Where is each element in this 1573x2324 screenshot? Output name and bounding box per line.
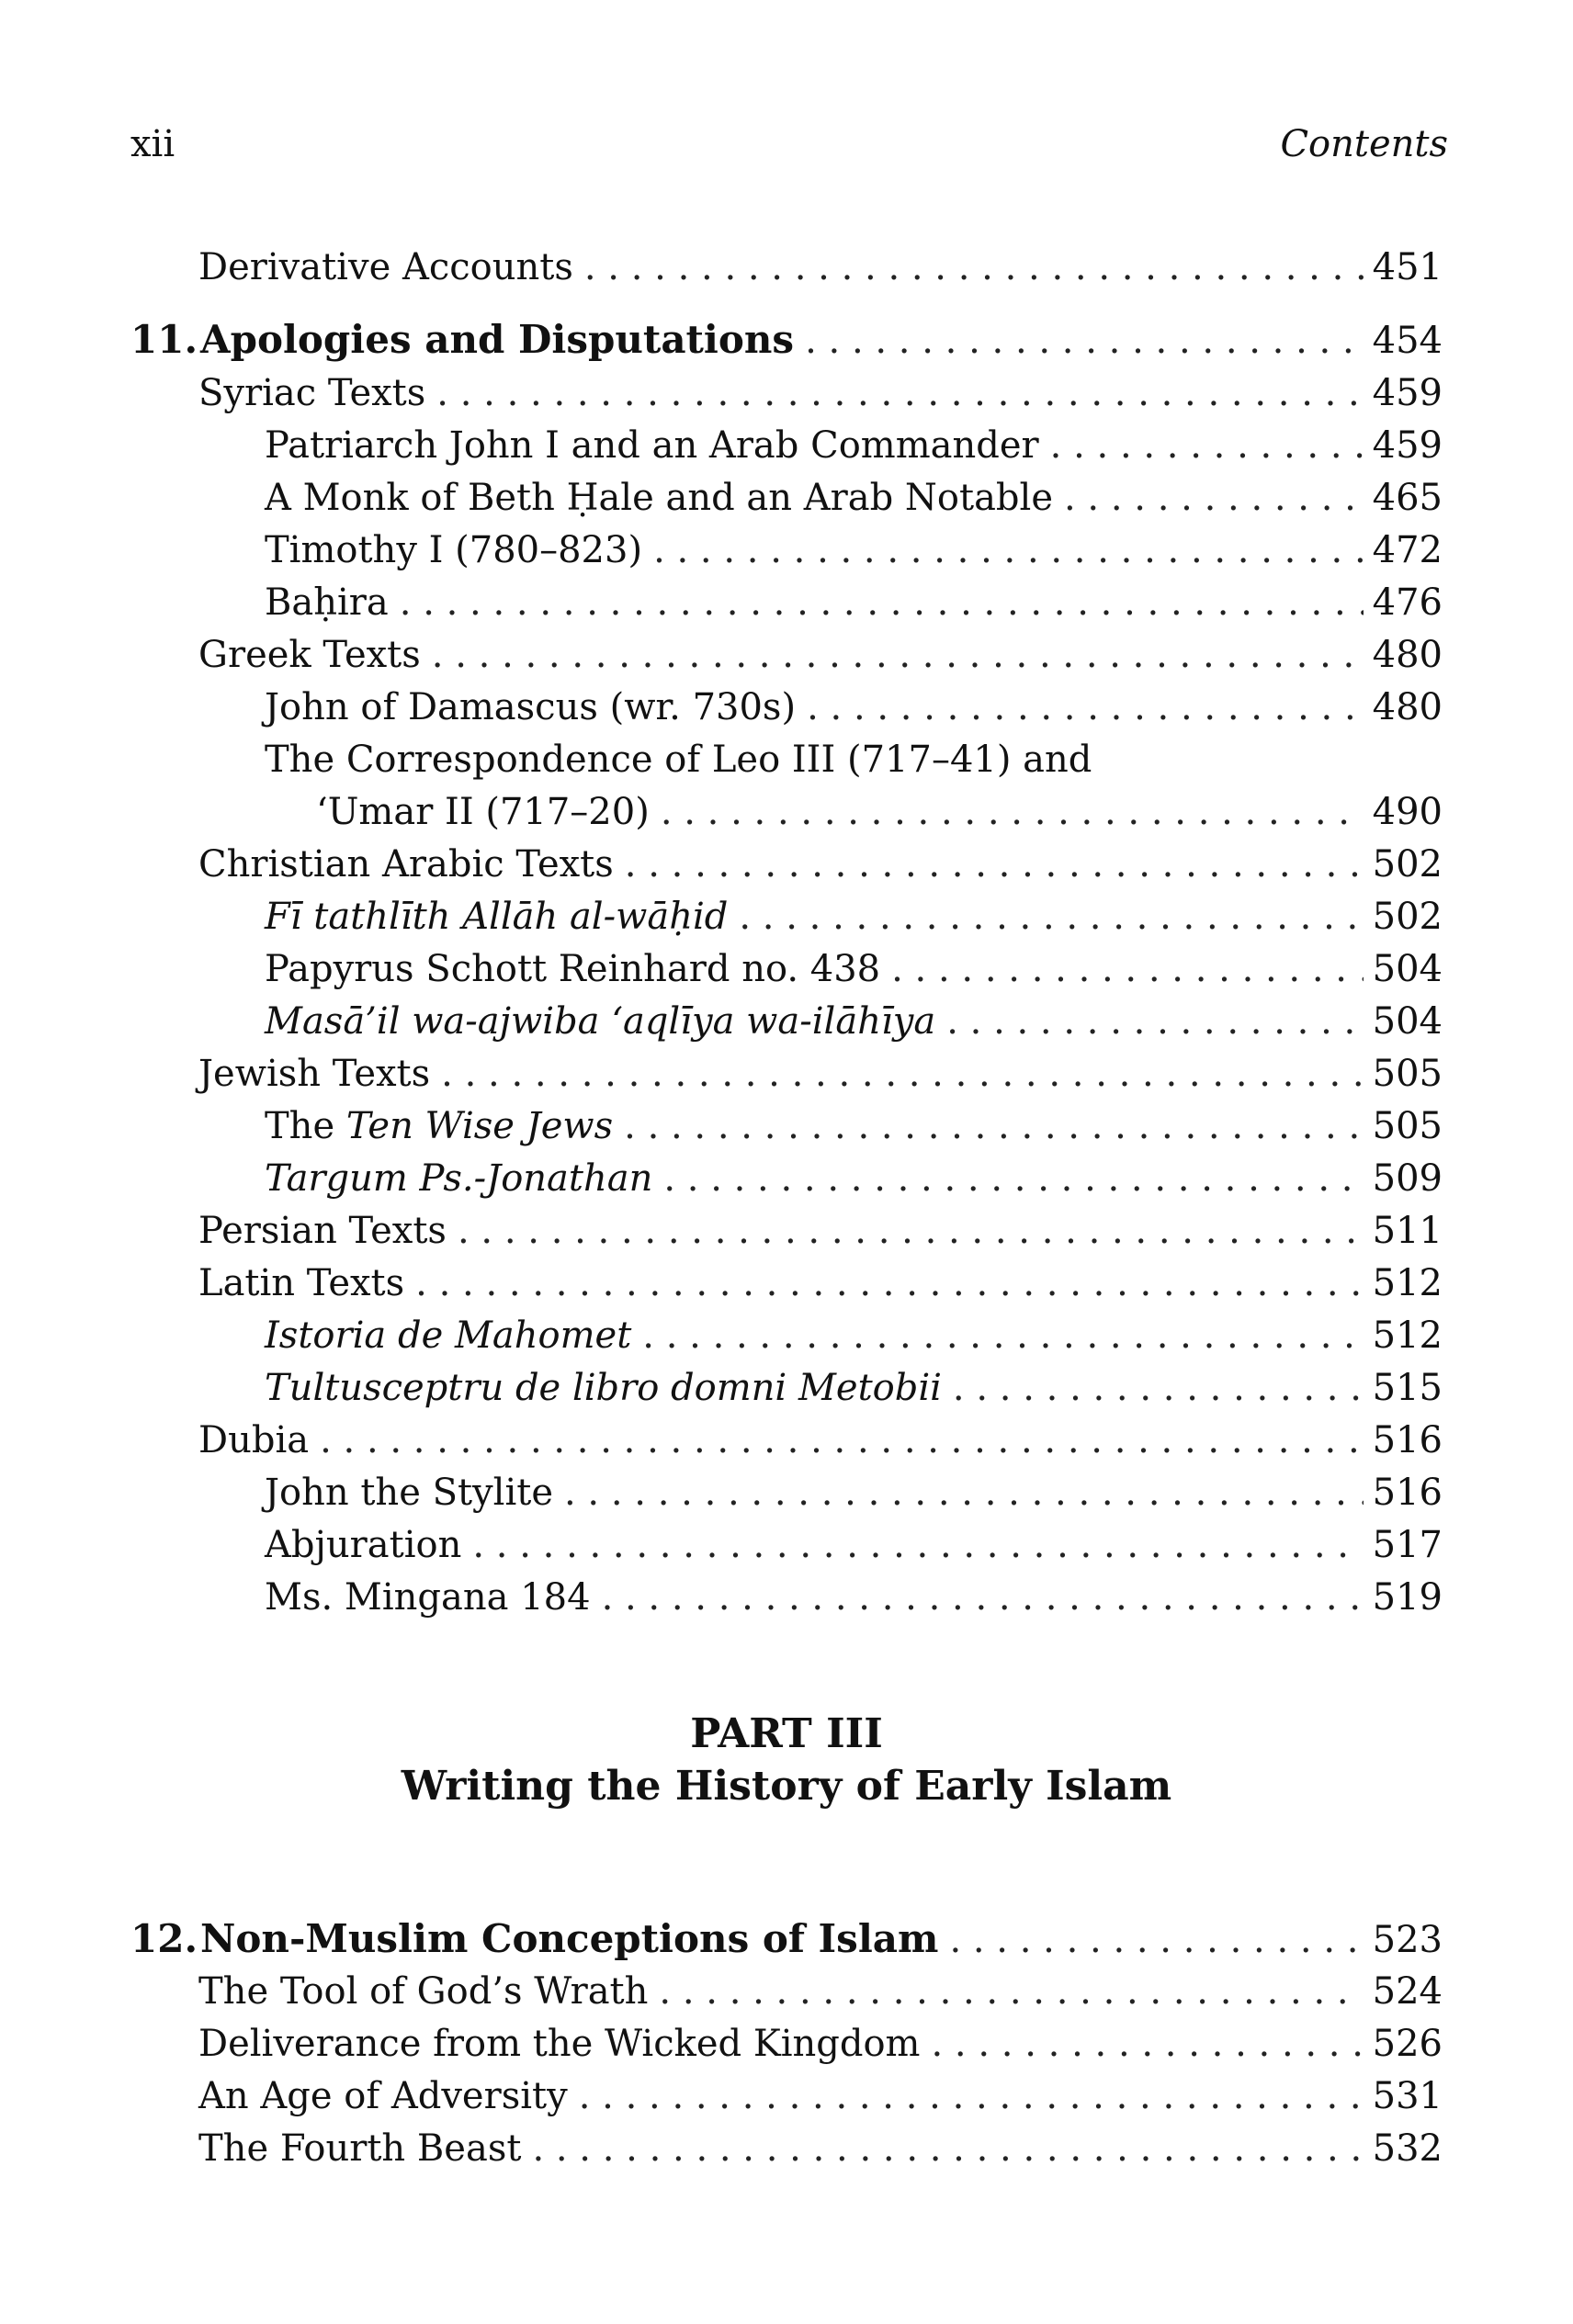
toc-entry [265, 576, 1443, 629]
entry-page: 505 [1372, 1105, 1443, 1147]
toc-entry [198, 2122, 1443, 2175]
entry-title: Tultusceptru de libro domni Metobii [265, 1367, 942, 1409]
entry-page: 523 [1372, 1919, 1443, 1961]
entry-title: Patriarch John I and an Arab Commander [265, 424, 1039, 467]
toc-entry [198, 1204, 1443, 1258]
dot-leader [579, 2070, 1364, 2123]
entry-title: Abjuration [265, 1524, 462, 1566]
toc-entry [265, 1571, 1443, 1624]
toc-entry [265, 524, 1443, 577]
toc-entry [265, 995, 1443, 1048]
toc-entry [198, 241, 1443, 294]
dot-leader [653, 524, 1364, 577]
toc-entry [198, 2017, 1443, 2070]
dot-leader [415, 1257, 1363, 1310]
toc-entry [265, 681, 1443, 734]
entry-title: ‘Umar II (717–20) [316, 791, 650, 833]
dot-leader [532, 2122, 1363, 2175]
dot-leader [1064, 471, 1364, 525]
toc-entry [265, 890, 1443, 943]
dot-leader [891, 942, 1364, 996]
entry-page: 511 [1372, 1210, 1443, 1252]
chapter-heading [130, 313, 1443, 367]
entry-page: 504 [1372, 948, 1443, 990]
entry-page: 531 [1372, 2075, 1443, 2117]
dot-leader [400, 576, 1364, 629]
chapter-title [130, 1912, 938, 1966]
dot-leader [624, 1100, 1364, 1153]
dot-leader [602, 1571, 1364, 1624]
toc-entry [198, 2070, 1443, 2123]
entry-title: A Monk of Beth Ḥale and an Arab Notable [265, 477, 1053, 519]
dot-leader [807, 681, 1364, 734]
entry-page: 490 [1372, 791, 1443, 833]
dot-leader [932, 2017, 1364, 2070]
dot-leader [661, 785, 1364, 839]
dot-leader [949, 1913, 1363, 1967]
entry-page: 532 [1372, 2127, 1443, 2170]
entry-page: 459 [1372, 372, 1443, 414]
toc-entry [265, 471, 1443, 525]
toc-entry [265, 1152, 1443, 1205]
entry-title: Deliverance from the Wicked Kingdom [198, 2023, 921, 2065]
toc-entry [316, 785, 1443, 839]
toc-entry [198, 1257, 1443, 1310]
entry-title: Fī tathlīth Allāh al-wāḥid [265, 896, 729, 938]
entry-page: 512 [1372, 1314, 1443, 1357]
entry-title: Dubia [198, 1419, 310, 1461]
toc-entry [265, 1361, 1443, 1415]
entry-page: 480 [1372, 686, 1443, 728]
entry-page: 476 [1372, 581, 1443, 624]
entry-page: 515 [1372, 1367, 1443, 1409]
entry-title: John the Stylite [265, 1472, 553, 1514]
dot-leader [320, 1414, 1364, 1467]
page-number: xii [130, 123, 175, 165]
entry-page: 505 [1372, 1053, 1443, 1095]
entry-title: The Correspondence of Leo III (717–41) and [265, 739, 1092, 781]
entry-page: 504 [1372, 1000, 1443, 1043]
entry-page: 524 [1372, 1970, 1443, 2013]
dot-leader [458, 1204, 1364, 1258]
running-title: Contents [1280, 123, 1448, 165]
dot-leader [436, 367, 1363, 420]
part-title: Writing the History of Early Islam [401, 1763, 1172, 1810]
dot-leader [642, 1309, 1363, 1362]
entry-page: 502 [1372, 896, 1443, 938]
entry-title: The Tool of God’s Wrath [198, 1970, 649, 2013]
toc-entry [198, 628, 1443, 682]
entry-title: Istoria de Mahomet [265, 1314, 632, 1357]
entry-title-italic: Ten Wise Jews [345, 1105, 614, 1147]
entry-page: 519 [1372, 1576, 1443, 1619]
entry-title: Papyrus Schott Reinhard no. 438 [265, 948, 881, 990]
entry-page: 509 [1372, 1157, 1443, 1200]
dot-leader [805, 314, 1364, 367]
entry-title: John of Damascus (wr. 730s) [265, 686, 797, 728]
toc-entry [198, 1047, 1443, 1100]
entry-title: Targum Ps.-Jonathan [265, 1157, 653, 1200]
entry-page: 454 [1372, 320, 1443, 362]
chapter-name: Non-Muslim Conceptions of Islam [200, 1916, 939, 1961]
dot-leader [739, 890, 1363, 943]
dot-leader [1050, 419, 1364, 472]
chapter-number: 11. [130, 317, 198, 362]
entry-page: 472 [1372, 529, 1443, 571]
entry-title: Syriac Texts [198, 372, 426, 414]
dot-leader [584, 241, 1364, 294]
dot-leader [946, 995, 1363, 1048]
chapter-title [130, 313, 794, 367]
chapter-number: 12. [130, 1916, 198, 1961]
entry-title: Jewish Texts [198, 1053, 431, 1095]
toc-entry [265, 1518, 1443, 1572]
entry-page: 512 [1372, 1262, 1443, 1304]
entry-title: Derivative Accounts [198, 246, 573, 288]
dot-leader [625, 838, 1364, 891]
dot-leader [953, 1361, 1364, 1415]
chapter-heading [130, 1912, 1443, 1966]
toc-entry [265, 1309, 1443, 1362]
entry-title: Masā’il wa-ajwiba ‘aqlīya wa-ilāhīya [265, 1000, 936, 1043]
dot-leader [432, 628, 1364, 682]
toc-entry [198, 1414, 1443, 1467]
entry-page: 480 [1372, 634, 1443, 676]
entry-page: 451 [1372, 246, 1443, 288]
entry-title-prefix: The [265, 1105, 346, 1147]
entry-page: 526 [1372, 2023, 1443, 2065]
toc-entry [198, 367, 1443, 420]
entry-title: Christian Arabic Texts [198, 843, 614, 886]
dot-leader [472, 1518, 1363, 1572]
entry-page: 516 [1372, 1472, 1443, 1514]
entry-page: 516 [1372, 1419, 1443, 1461]
entry-title: Latin Texts [198, 1262, 405, 1304]
toc-entry [265, 733, 1443, 786]
entry-page: 465 [1372, 477, 1443, 519]
entry-title: The Fourth Beast [198, 2127, 522, 2170]
dot-leader [564, 1466, 1364, 1519]
toc-entry [198, 838, 1443, 891]
dot-leader [659, 1965, 1363, 2018]
part-label: PART III [690, 1710, 883, 1757]
dot-leader [663, 1152, 1363, 1205]
entry-title: Timothy I (780–823) [265, 529, 643, 571]
dot-leader [441, 1047, 1363, 1100]
entry-title: An Age of Adversity [198, 2075, 568, 2117]
chapter-name: Apologies and Disputations [200, 317, 795, 362]
entry-title: Ms. Mingana 184 [265, 1576, 591, 1619]
entry-page: 517 [1372, 1524, 1443, 1566]
toc-entry [265, 419, 1443, 472]
toc-entry [265, 1100, 1443, 1153]
entry-title [265, 1100, 613, 1153]
toc-entry [198, 1965, 1443, 2018]
toc-entry [265, 942, 1443, 996]
entry-title: Greek Texts [198, 634, 421, 676]
entry-page: 459 [1372, 424, 1443, 467]
entry-page: 502 [1372, 843, 1443, 886]
entry-title: Persian Texts [198, 1210, 447, 1252]
toc-entry [265, 1466, 1443, 1519]
entry-title: Baḥira [265, 581, 389, 624]
